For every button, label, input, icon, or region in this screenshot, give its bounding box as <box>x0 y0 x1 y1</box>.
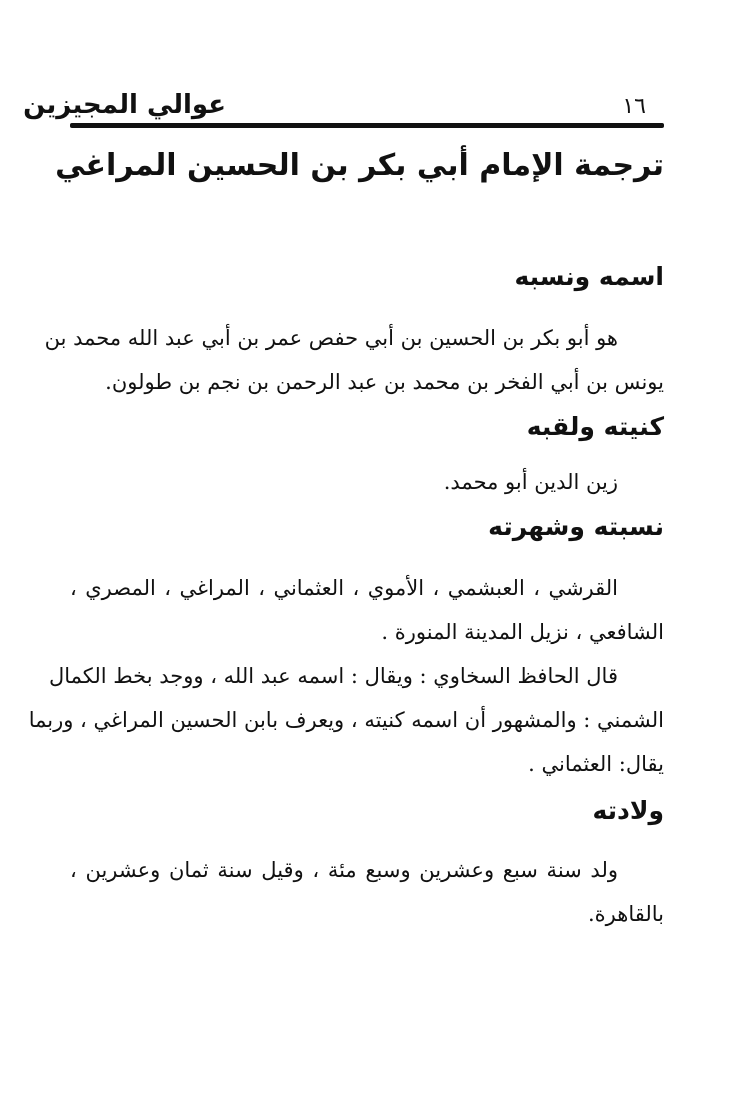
paragraph-attribution <box>70 566 664 654</box>
paragraph-line: زين الدين أبو محمد. <box>443 470 618 494</box>
paragraph-line: هو أبو بكر بن الحسين بن أبي حفص عمر بن أبي عبد الله محمد بن <box>44 326 618 350</box>
section-heading-kunya-title: كنيته ولقبه <box>526 412 664 441</box>
paragraph-name-lineage <box>44 316 664 404</box>
paragraph-kunya-title <box>70 460 664 504</box>
chapter-title: ترجمة الإمام أبي بكر بن الحسين المراغي <box>55 148 664 183</box>
section-heading-birth: ولادته <box>592 796 664 825</box>
paragraph-line: الشمني : والمشهور أن اسمه كنيته ، ويعرف بابن الحسين المراغي ، وربما <box>28 708 664 732</box>
paragraph-sakhawi-quote <box>28 654 664 786</box>
paragraph-birth <box>70 848 664 936</box>
section-heading-attribution-fame: نسبته وشهرته <box>488 512 664 541</box>
paragraph-line: يونس بن أبي الفخر بن محمد بن عبد الرحمن بن نجم بن طولون. <box>105 370 664 394</box>
page-number: ١٦ <box>622 94 646 119</box>
paragraph-line: الشافعي ، نزيل المدينة المنورة . <box>381 620 664 644</box>
paragraph-line: ولد سنة سبع وعشرين وسبع مئة ، وقيل سنة ثمان وعشرين ، <box>70 858 618 882</box>
running-header-title: عوالي المجيزين <box>23 90 226 120</box>
section-heading-name-lineage: اسمه ونسبه <box>514 262 664 291</box>
paragraph-line: القرشي ، العبشمي ، الأموي ، العثماني ، المراغي ، المصري ، <box>70 576 618 600</box>
paragraph-line: يقال: العثماني . <box>528 752 664 776</box>
running-header <box>23 84 664 128</box>
paragraph-line: قال الحافظ السخاوي : ويقال : اسمه عبد الله ، ووجد بخط الكمال <box>48 664 618 688</box>
paragraph-line: بالقاهرة. <box>587 902 664 926</box>
header-rule <box>70 123 664 128</box>
